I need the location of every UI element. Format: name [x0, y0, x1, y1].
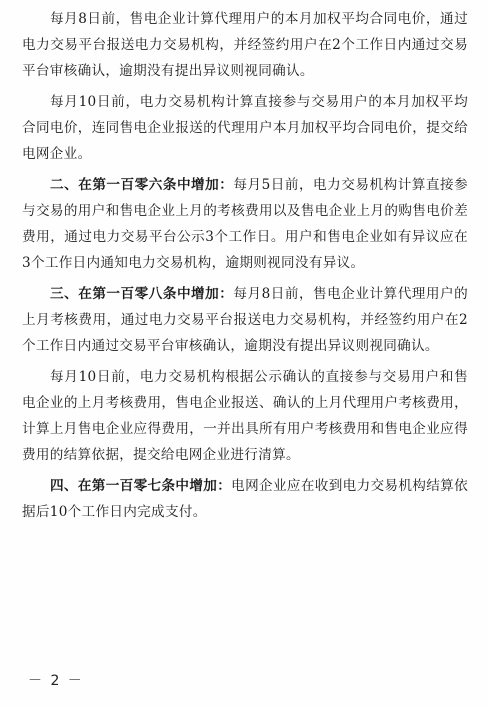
paragraph-6 — [22, 473, 468, 525]
paragraph-text: 每月8日前，售电企业计算代理用户的上月考核费用，通过电力交易平台报送电力交易机构，并经签约用户在2个工作日内通过交易平台审核确认，逾期没有提出异议则视同确认。 — [22, 286, 469, 354]
paragraph-1 — [22, 6, 468, 84]
paragraph-3 — [22, 172, 468, 276]
paragraph-text: 每月5日前，电力交易机构计算直接参与交易的用户和售电企业上月的考核费用以及售电企业上月的购售电价差费用，通过电力交易平台公示3个工作日。用户和售电企业如有异议应在3个工作日内通知电力交易机构，逾期则视同没有异议。 — [22, 177, 469, 271]
document-body — [22, 6, 468, 530]
paragraph-lead: 四、在第一百零七条中增加： — [50, 478, 232, 494]
paragraph-2 — [22, 89, 468, 167]
paragraph-text: 每月8日前，售电企业计算代理用户的本月加权平均合同电价，通过电力交易平台报送电力交易机构，并经签约用户在2个工作日内通过交易平台审核确认，逾期没有提出异议则视同确认。 — [22, 11, 468, 79]
paragraph-text: 每月10日前，电力交易机构根据公示确认的直接参与交易用户和售电企业的上月考核费用，售电企业报送、确认的上月代理用户考核费用，计算上月售电企业应得费用，一并出具所有用户考核费用和售电企业应得费用的结算依据，提交给电网企业进行清算。 — [22, 369, 468, 463]
paragraph-text: 每月10日前，电力交易机构计算直接参与交易用户的本月加权平均合同电价，连同售电企业报送的代理用户本月加权平均合同电价，提交给电网企业。 — [22, 94, 468, 162]
page-number: － 2 － — [28, 673, 84, 689]
paragraph-5 — [22, 364, 468, 468]
paragraph-lead: 三、在第一百零八条中增加： — [50, 286, 234, 302]
paragraph-lead: 二、在第一百零六条中增加： — [50, 177, 234, 193]
paragraph-4 — [22, 281, 468, 359]
paragraph-text: 电网企业应在收到电力交易机构结算依据后10个工作日内完成支付。 — [22, 478, 468, 520]
